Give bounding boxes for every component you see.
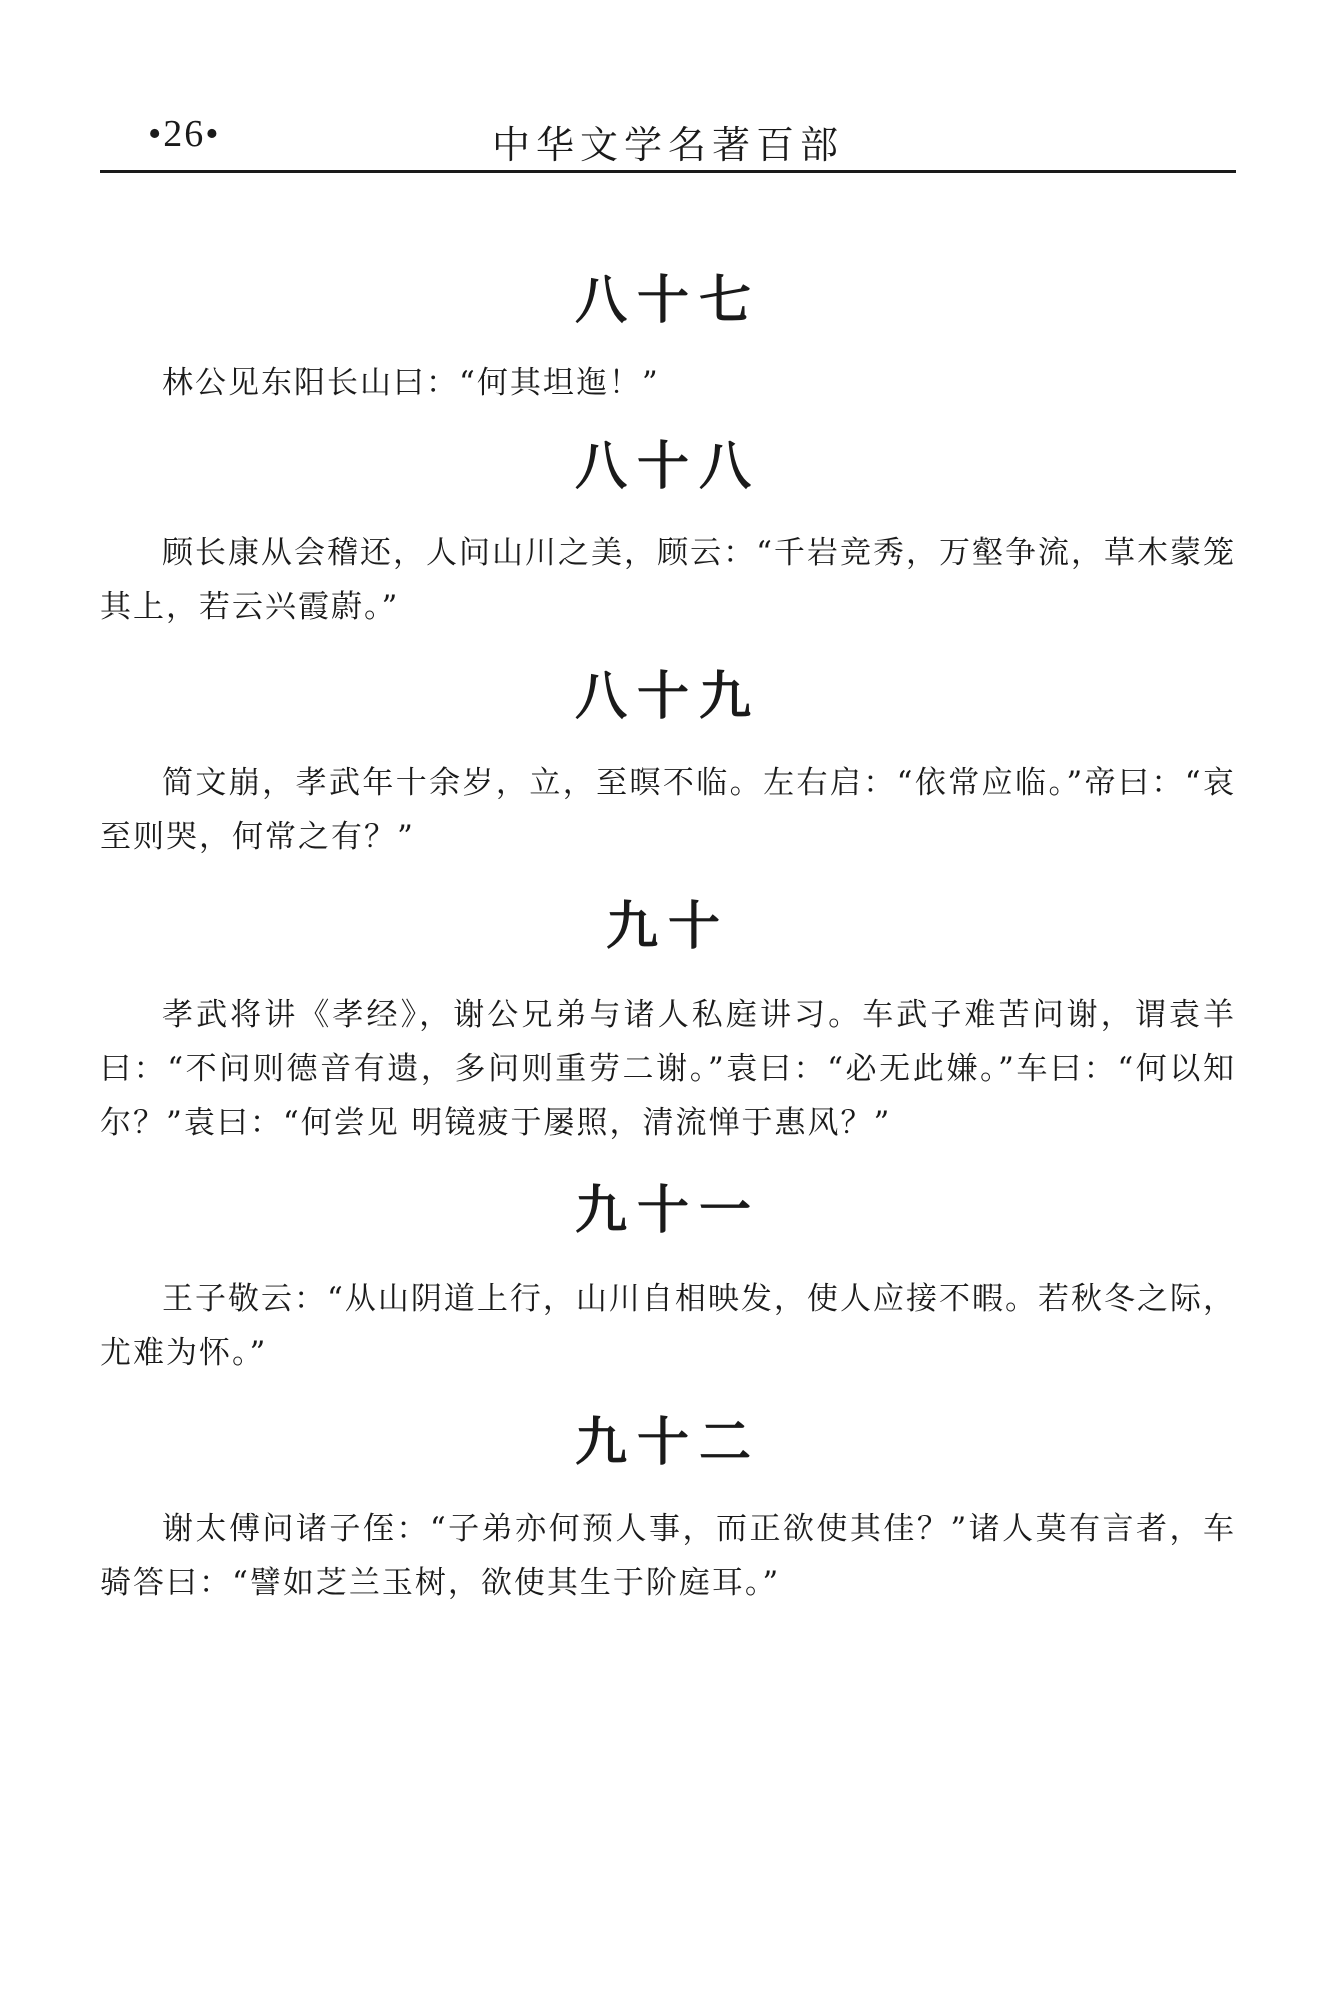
- section-89: [100, 662, 1236, 864]
- section-87: [100, 266, 1236, 410]
- section-heading: 九十二: [574, 1413, 761, 1473]
- section-90: [100, 892, 1236, 1150]
- page-number: •26•: [148, 113, 221, 155]
- section-heading: 八十八: [574, 437, 761, 497]
- book-title: 中华文学名著百部: [491, 123, 844, 167]
- section-heading: 九十: [605, 897, 730, 957]
- section-91: [100, 1176, 1236, 1380]
- section-paragraph: 顾长康从会稽还，人问山川之美，顾云：“千岩竞秀，万壑争流，草木蒙笼其上，若云兴霞蔚。”: [100, 535, 1236, 625]
- section-paragraph: 孝武将讲《孝经》，谢公兄弟与诸人私庭讲习。车武子难苦问谢，谓袁羊曰：“不问则德音有遗，多问则重劳二谢。”袁曰：“必无此嫌。”车曰：“何以知尔？”袁曰：“何尝见 明镜疲于屡照，清流惮于惠风？”: [100, 997, 1236, 1141]
- section-paragraph: 谢太傅问诸子侄：“子弟亦何预人事，而正欲使其佳？”诸人莫有言者，车骑答曰：“譬如芝兰玉树，欲使其生于阶庭耳。”: [100, 1511, 1236, 1601]
- section-heading: 九十一: [574, 1181, 761, 1241]
- section-paragraph: 简文崩，孝武年十余岁，立，至暝不临。左右启：“依常应临。”帝曰：“哀至则哭，何常之有？”: [100, 765, 1236, 855]
- header-rule: [100, 170, 1236, 173]
- section-paragraph: 林公见东阳长山曰：“何其坦迤！”: [162, 365, 660, 401]
- page-body: [100, 252, 1236, 1610]
- page-header: [100, 108, 1236, 168]
- section-heading: 八十七: [574, 271, 761, 331]
- section-paragraph: 王子敬云：“从山阴道上行，山川自相映发，使人应接不暇。若秋冬之际，尤难为怀。”: [100, 1281, 1236, 1371]
- section-heading: 八十九: [574, 667, 761, 727]
- section-92: [100, 1408, 1236, 1610]
- section-88: [100, 432, 1236, 634]
